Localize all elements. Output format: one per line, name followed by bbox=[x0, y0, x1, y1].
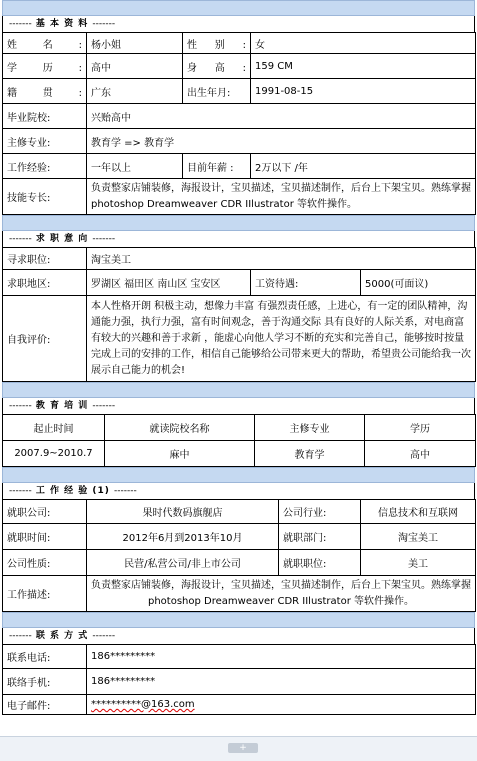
salary-label: 目前年薪 : bbox=[183, 154, 251, 179]
edu-label: 学历: bbox=[3, 54, 87, 79]
time-value: 2012年6月到2013年10月 bbox=[87, 524, 279, 550]
nature-value: 民营/私营公司/非上市公司 bbox=[87, 550, 279, 576]
page-footer bbox=[0, 736, 477, 761]
desc-value: 负责整家店铺装修，海报设计，宝贝描述，宝贝描述制作，后台上下架宝贝。熟练掌握 photoshop Dreamweaver CDR IIlustrator 等软件操作。 bbox=[87, 576, 476, 612]
company-label: 就职公司: bbox=[3, 500, 87, 524]
edu-header-school: 就读院校名称 bbox=[105, 415, 255, 441]
section-contact-header: ------- 联 系 方 式 ------- bbox=[2, 628, 475, 644]
dept-value: 淘宝美工 bbox=[361, 524, 476, 550]
origin-value: 广东 bbox=[87, 79, 183, 104]
dept-label: 就职部门: bbox=[279, 524, 361, 550]
self-value: 本人性格开朗 积极主动，想像力丰富 有强烈责任感，上进心，有一定的团队精神，沟通能力强，执行力强，富有时间观念，善于沟通交际 具有良好的人际关系，对电商富有较大的兴趣和善于求新 ，能虚心向他人学习不断的充实和完善自己，能够按时按量完成上司的安排的工作，相信自己能够给公司带来更大的帮助，希望贵公司能给我一次展示自己能力的机会! bbox=[87, 296, 476, 382]
pay-value: 5000(可面议) bbox=[361, 270, 476, 296]
edu-degree: 高中 bbox=[365, 441, 476, 467]
exp-value: 一年以上 bbox=[87, 154, 183, 179]
edu-table bbox=[2, 414, 476, 467]
major-label: 主修专业: bbox=[3, 129, 87, 154]
self-label: 自我评价: bbox=[3, 296, 87, 382]
section-edu-header: ------- 教 育 培 训 ------- bbox=[2, 398, 475, 414]
company-value: 果时代数码旗舰店 bbox=[87, 500, 279, 524]
gender-value: 女 bbox=[251, 33, 476, 54]
exp-label: 工作经验: bbox=[3, 154, 87, 179]
birth-label: 出生年月: bbox=[183, 79, 251, 104]
expand-plus-button[interactable]: + bbox=[228, 743, 258, 753]
skills-value: 负责整家店铺装修，海报设计，宝贝描述，宝贝描述制作，后台上下架宝贝。熟练掌握 photoshop Dreamweaver CDR IIlustrator 等软件操作。 bbox=[87, 179, 476, 215]
divider-bar-2 bbox=[2, 382, 475, 398]
edu-major: 教育学 bbox=[255, 441, 365, 467]
mobile-value: 186********* bbox=[87, 669, 476, 695]
name-value: 杨小姐 bbox=[87, 33, 183, 54]
time-label: 就职时间: bbox=[3, 524, 87, 550]
school-label: 毕业院校: bbox=[3, 104, 87, 129]
top-bar bbox=[2, 0, 475, 16]
intent-table bbox=[2, 247, 476, 382]
gender-label: 性别: bbox=[183, 33, 251, 54]
work-table bbox=[2, 499, 476, 612]
divider-bar-3 bbox=[2, 467, 475, 483]
divider-bar-1 bbox=[2, 215, 475, 231]
school-value: 兴贻高中 bbox=[87, 104, 476, 129]
section-work-header: ------- 工 作 经 验 (1) ------- bbox=[2, 483, 475, 499]
email-label: 电子邮件: bbox=[3, 695, 87, 715]
skills-label: 技能专长: bbox=[3, 179, 87, 215]
table-row bbox=[3, 441, 476, 467]
edu-school: 麻中 bbox=[105, 441, 255, 467]
resume-page bbox=[2, 0, 475, 715]
salary-value: 2万以下 /年 bbox=[251, 154, 476, 179]
contact-table bbox=[2, 644, 476, 715]
section-intent-header: ------- 求 职 意 向 ------- bbox=[2, 231, 475, 247]
origin-label: 籍贯: bbox=[3, 79, 87, 104]
pay-label: 工资待遇: bbox=[251, 270, 361, 296]
tel-value: 186********* bbox=[87, 645, 476, 669]
edu-header-degree: 学历 bbox=[365, 415, 476, 441]
area-label: 求职地区: bbox=[3, 270, 87, 296]
basic-info-table bbox=[2, 32, 476, 215]
industry-label: 公司行业: bbox=[279, 500, 361, 524]
job-label: 寻求职位: bbox=[3, 248, 87, 270]
pos-value: 美工 bbox=[361, 550, 476, 576]
email-value[interactable]: **********@163.com bbox=[87, 695, 476, 715]
nature-label: 公司性质: bbox=[3, 550, 87, 576]
area-value: 罗湖区 福田区 南山区 宝安区 bbox=[87, 270, 251, 296]
birth-value: 1991-08-15 bbox=[251, 79, 476, 104]
divider-bar-4 bbox=[2, 612, 475, 628]
pos-label: 就职职位: bbox=[279, 550, 361, 576]
height-label: 身高: bbox=[183, 54, 251, 79]
tel-label: 联系电话: bbox=[3, 645, 87, 669]
edu-time: 2007.9~2010.7 bbox=[3, 441, 105, 467]
height-value: 159 CM bbox=[251, 54, 476, 79]
section-basic-header: ------- 基 本 资 料 ------- bbox=[2, 16, 475, 32]
job-value: 淘宝美工 bbox=[87, 248, 476, 270]
edu-value: 高中 bbox=[87, 54, 183, 79]
edu-header-time: 起止时间 bbox=[3, 415, 105, 441]
name-label: 姓名: bbox=[3, 33, 87, 54]
mobile-label: 联络手机: bbox=[3, 669, 87, 695]
industry-value: 信息技术和互联网 bbox=[361, 500, 476, 524]
edu-header-major: 主修专业 bbox=[255, 415, 365, 441]
desc-label: 工作描述: bbox=[3, 576, 87, 612]
major-value: 教育学 => 教育学 bbox=[87, 129, 476, 154]
